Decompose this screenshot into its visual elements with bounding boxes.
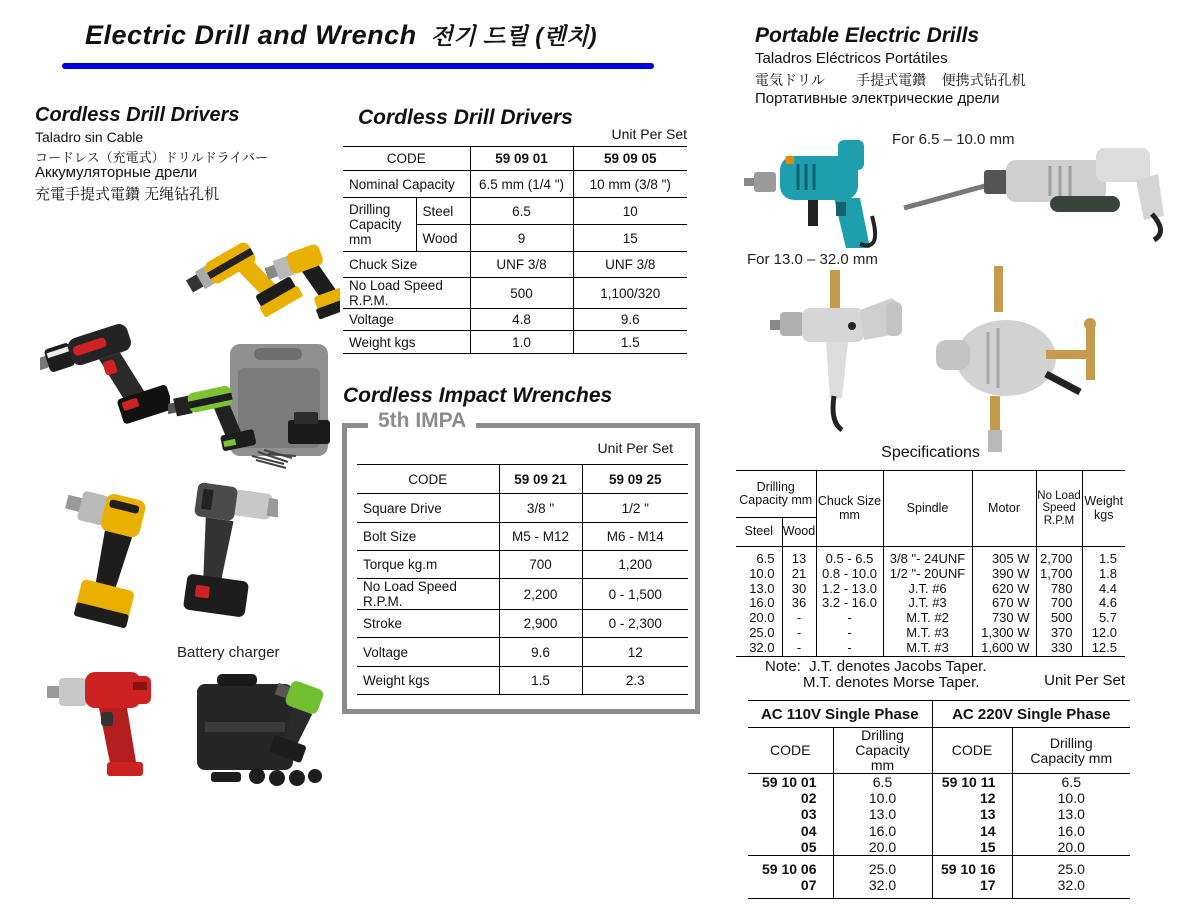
ac-g2-caps-110: 25.0 32.0: [833, 856, 932, 899]
spec-header-weight: Weight kgs: [1082, 471, 1125, 547]
impact-table-title: Cordless Impact Wrenches: [343, 384, 613, 407]
yellow-impact-wrench-image: [48, 483, 156, 651]
d-handle-drill-image: [768, 268, 908, 443]
drill-cell: 6.5: [470, 198, 573, 225]
ac-110-header: AC 110V Single Phase: [748, 701, 932, 728]
drill-cell: 1.5: [573, 331, 687, 354]
left-section-title: Cordless Drill Drivers: [35, 104, 240, 126]
for-large-range-label: For 13.0 – 32.0 mm: [747, 251, 878, 268]
impact-cell: 3/8 ": [499, 494, 582, 523]
drill-table-title: Cordless Drill Drivers: [358, 106, 573, 129]
specifications-table: [736, 470, 1125, 657]
impact-row-label: Bolt Size: [357, 523, 499, 551]
drill-cell: 6.5 mm (1/4 "): [470, 171, 573, 198]
right-subtitle-ru: Портативные электрические дрели: [755, 90, 1000, 107]
drill-cell: UNF 3/8: [573, 252, 687, 278]
spec-header-wood: Wood: [782, 518, 816, 547]
impact-row-label: Torque kg.m: [357, 551, 499, 579]
spec-note-2: M.T. denotes Morse Taper.: [803, 674, 980, 691]
ac-g2-codes-110: 59 10 06 07: [748, 856, 833, 899]
impact-cell: 12: [582, 638, 688, 667]
drill-row-label: Voltage: [343, 309, 470, 331]
page-title: [85, 18, 597, 51]
drill-table-unit-label: Unit Per Set: [611, 126, 687, 142]
title-underline: [62, 63, 654, 69]
impact-cell: 9.6: [499, 638, 582, 667]
drill-cell: 10 mm (3/8 "): [573, 171, 687, 198]
spec-col-speed: 2,700 1,700 780 700 500 370 330: [1036, 547, 1082, 657]
drill-cell: 10: [573, 198, 687, 225]
spec-col-chuck: 0.5 - 6.5 0.8 - 10.0 1.2 - 13.0 3.2 - 16.0 - - -: [816, 547, 883, 657]
impact-cell: 2,900: [499, 610, 582, 638]
impact-cell: M5 - M12: [499, 523, 582, 551]
drill-row-label: No Load Speed R.P.M.: [343, 278, 470, 309]
ac-g1-caps-110: 6.5 10.0 13.0 16.0 20.0: [833, 774, 932, 856]
drill-cell: 1.0: [470, 331, 573, 354]
right-subtitle-es: Taladros Eléctricos Portátiles: [755, 50, 948, 67]
ac-code-label-110: CODE: [748, 728, 833, 774]
cordless-impact-wrenches-table: [357, 464, 688, 695]
drill-code-1: 59 09 01: [470, 147, 573, 171]
impact-table-unit-label: Unit Per Set: [597, 440, 673, 456]
left-subtitle-zh: 充電手提式電鑽 无绳钻孔机: [35, 186, 220, 203]
page-title-en: Electric Drill and Wrench: [85, 20, 417, 50]
drill-sub-label-wood: Wood: [416, 225, 470, 252]
spec-header-steel: Steel: [736, 518, 782, 547]
case-green-wrench-image: [193, 670, 328, 790]
drill-row-label: Nominal Capacity: [343, 171, 470, 198]
impact-row-label: No Load Speed R.P.M.: [357, 579, 499, 610]
impa-label: 5th IMPA: [368, 409, 476, 433]
battery-charger-label: Battery charger: [177, 644, 280, 661]
ac-g2-codes-220: 59 10 16 17: [932, 856, 1012, 899]
impact-row-label: Weight kgs: [357, 667, 499, 695]
impact-row-label: Stroke: [357, 610, 499, 638]
drill-code-label: CODE: [343, 147, 470, 171]
ac-g1-codes-220: 59 10 11 12 13 14 15: [932, 774, 1012, 856]
drill-cell: 9: [470, 225, 573, 252]
green-drill-kit-image: [168, 338, 336, 470]
spec-col-spindle: 3/8 "- 24UNF 1/2 "- 20UNF J.T. #6 J.T. #3 M.T. #2 M.T. #3 M.T. #3: [883, 547, 972, 657]
drill-cell: 15: [573, 225, 687, 252]
impact-cell: 0 - 2,300: [582, 610, 688, 638]
page-title-ko: 전기 드릴 (렌치): [430, 23, 598, 49]
impact-cell: 1/2 ": [582, 494, 688, 523]
right-section-title: Portable Electric Drills: [755, 24, 980, 47]
left-subtitle-ja: コードレス（充電式）ドリルドライバー: [35, 150, 268, 165]
left-subtitle-es: Taladro sin Cable: [35, 129, 144, 145]
black-red-drill-image: [40, 288, 170, 448]
drill-row-label: Weight kgs: [343, 331, 470, 354]
impact-cell: M6 - M14: [582, 523, 688, 551]
spec-header-spindle: Spindle: [883, 471, 972, 547]
impact-cell: 1,200: [582, 551, 688, 579]
ac-g2-caps-220: 25.0 32.0: [1012, 856, 1130, 899]
ac-220-header: AC 220V Single Phase: [932, 701, 1130, 728]
impact-cell: 700: [499, 551, 582, 579]
spec-col-steel: 6.5 10.0 13.0 16.0 20.0 25.0 32.0: [749, 551, 775, 655]
ac-cap-label-220: Drilling Capacity mm: [1012, 728, 1130, 774]
for-small-range-label: For 6.5 – 10.0 mm: [892, 131, 1015, 148]
t-handle-drill-image: [928, 266, 1113, 456]
impact-cell: 1.5: [499, 667, 582, 695]
spec-note-1: Note: J.T. denotes Jacobs Taper.: [765, 658, 987, 675]
drill-cell: 500: [470, 278, 573, 309]
drill-row-label: Chuck Size: [343, 252, 470, 278]
right-subtitle-cjk: 電気ドリル 手提式電鑽 便携式钻孔机: [755, 72, 1026, 88]
impact-code-label: CODE: [357, 465, 499, 494]
spec-col-wood: 13 21 30 36 - - -: [782, 547, 816, 657]
drill-code-2: 59 09 05: [573, 147, 687, 171]
red-impact-wrench-image: [45, 652, 163, 782]
ac-cap-label-110: Drilling Capacity mm: [833, 728, 932, 774]
spec-col-motor: 305 W 390 W 620 W 670 W 730 W 1,300 W 1,600 W: [972, 547, 1036, 657]
spec-header-drilling: Drilling Capacity mm: [736, 471, 816, 518]
drill-cell: 9.6: [573, 309, 687, 331]
drill-cell: UNF 3/8: [470, 252, 573, 278]
impact-cell: 2.3: [582, 667, 688, 695]
spec-header-speed: No Load Speed R.P.M: [1036, 471, 1082, 547]
teal-drill-image: [742, 126, 902, 254]
ac-g1-codes-110: 59 10 01 02 03 04 05: [748, 774, 833, 856]
impact-row-label: Square Drive: [357, 494, 499, 523]
impact-cell: 0 - 1,500: [582, 579, 688, 610]
drill-cell: 4.8: [470, 309, 573, 331]
drill-row-label: Drilling Capacity mm: [343, 198, 416, 252]
dewalt-drills-image: [180, 200, 340, 335]
spec-header-motor: Motor: [972, 471, 1036, 547]
spec-header-chuck: Chuck Size mm: [816, 471, 883, 547]
impact-code-2: 59 09 25: [582, 465, 688, 494]
drill-sub-label-steel: Steel: [416, 198, 470, 225]
spec-col-weight: 1.5 1.8 4.4 4.6 5.7 12.0 12.5: [1082, 547, 1125, 657]
impact-code-1: 59 09 21: [499, 465, 582, 494]
impact-row-label: Voltage: [357, 638, 499, 667]
spec-table-title: Specifications: [881, 444, 980, 461]
drill-cell: 1,100/320: [573, 278, 687, 309]
impact-cell: 2,200: [499, 579, 582, 610]
ac-voltage-table: [748, 700, 1130, 899]
silver-impact-wrench-image: [166, 480, 278, 645]
ac-table-unit-label: Unit Per Set: [1044, 672, 1125, 689]
silver-long-drill-image: [900, 122, 1170, 242]
ac-g1-caps-220: 6.5 10.0 13.0 16.0 20.0: [1012, 774, 1130, 856]
cordless-drill-drivers-table: [343, 146, 687, 354]
left-subtitle-ru: Аккумуляторные дрели: [35, 164, 198, 181]
ac-code-label-220: CODE: [932, 728, 1012, 774]
